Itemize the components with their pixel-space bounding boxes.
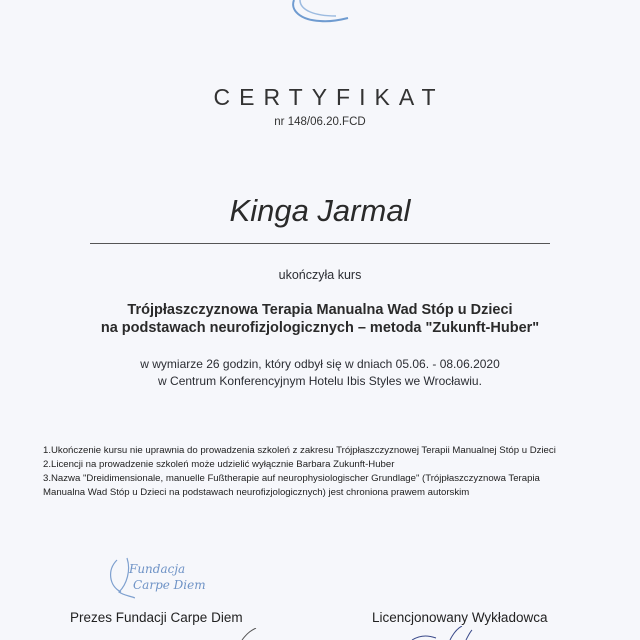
signature-scribble-icon (240, 628, 260, 640)
note-3-continued: Manualna Wad Stóp u Dzieci na podstawach neurofizjologicznych) jest chroniona prawem autorskim (43, 487, 470, 498)
recipient-name: Kinga Jarmal (229, 193, 411, 228)
course-title-line1: Trójpłaszczyznowa Terapia Manualna Wad Stóp u Dzieci (127, 302, 513, 318)
bird-swoosh-logo-icon (280, 0, 360, 26)
course-title-line2: na podstawach neurofizjologicznych – metoda "Zukunft-Huber" (100, 320, 540, 336)
name-underline-divider (90, 243, 550, 244)
logo-text-fundacja: Fundacja (129, 562, 186, 576)
note-2: 2.Licencji na prowadzenie szkoleń może udzielić wyłącznie Barbara Zukunft-Huber (43, 459, 395, 470)
foundation-logo (105, 556, 225, 606)
signature-label-president: Prezes Fundacji Carpe Diem (70, 610, 243, 625)
logo-text-carpe-diem: Carpe Diem (133, 578, 206, 592)
completed-label: ukończyła kurs (278, 268, 362, 282)
certificate-number: nr 148/06.20.FCD (274, 116, 366, 128)
course-details-line2: w Centrum Konferencyjnym Hotelu Ibis Styles we Wrocławiu. (158, 374, 482, 388)
signature-label-lecturer: Licencjonowany Wykładowca (372, 610, 548, 625)
note-1: 1.Ukończenie kursu nie uprawnia do prowadzenia szkoleń z zakresu Trójpłaszczyznowej Terapii Manualnej Stóp u Dzieci (43, 445, 556, 456)
course-details-line1: w wymiarze 26 godzin, który odbył się w dniach 05.06. - 08.06.2020 (140, 357, 500, 371)
note-3: 3.Nazwa "Dreidimensionale, manuelle Fußtherapie auf neurophysiologischer Grundlage" (Trójpłaszczyznowa Terapia (43, 473, 540, 484)
certificate-title: CERTYFIKAT (213, 84, 445, 110)
signature-scribble-icon (410, 626, 480, 640)
